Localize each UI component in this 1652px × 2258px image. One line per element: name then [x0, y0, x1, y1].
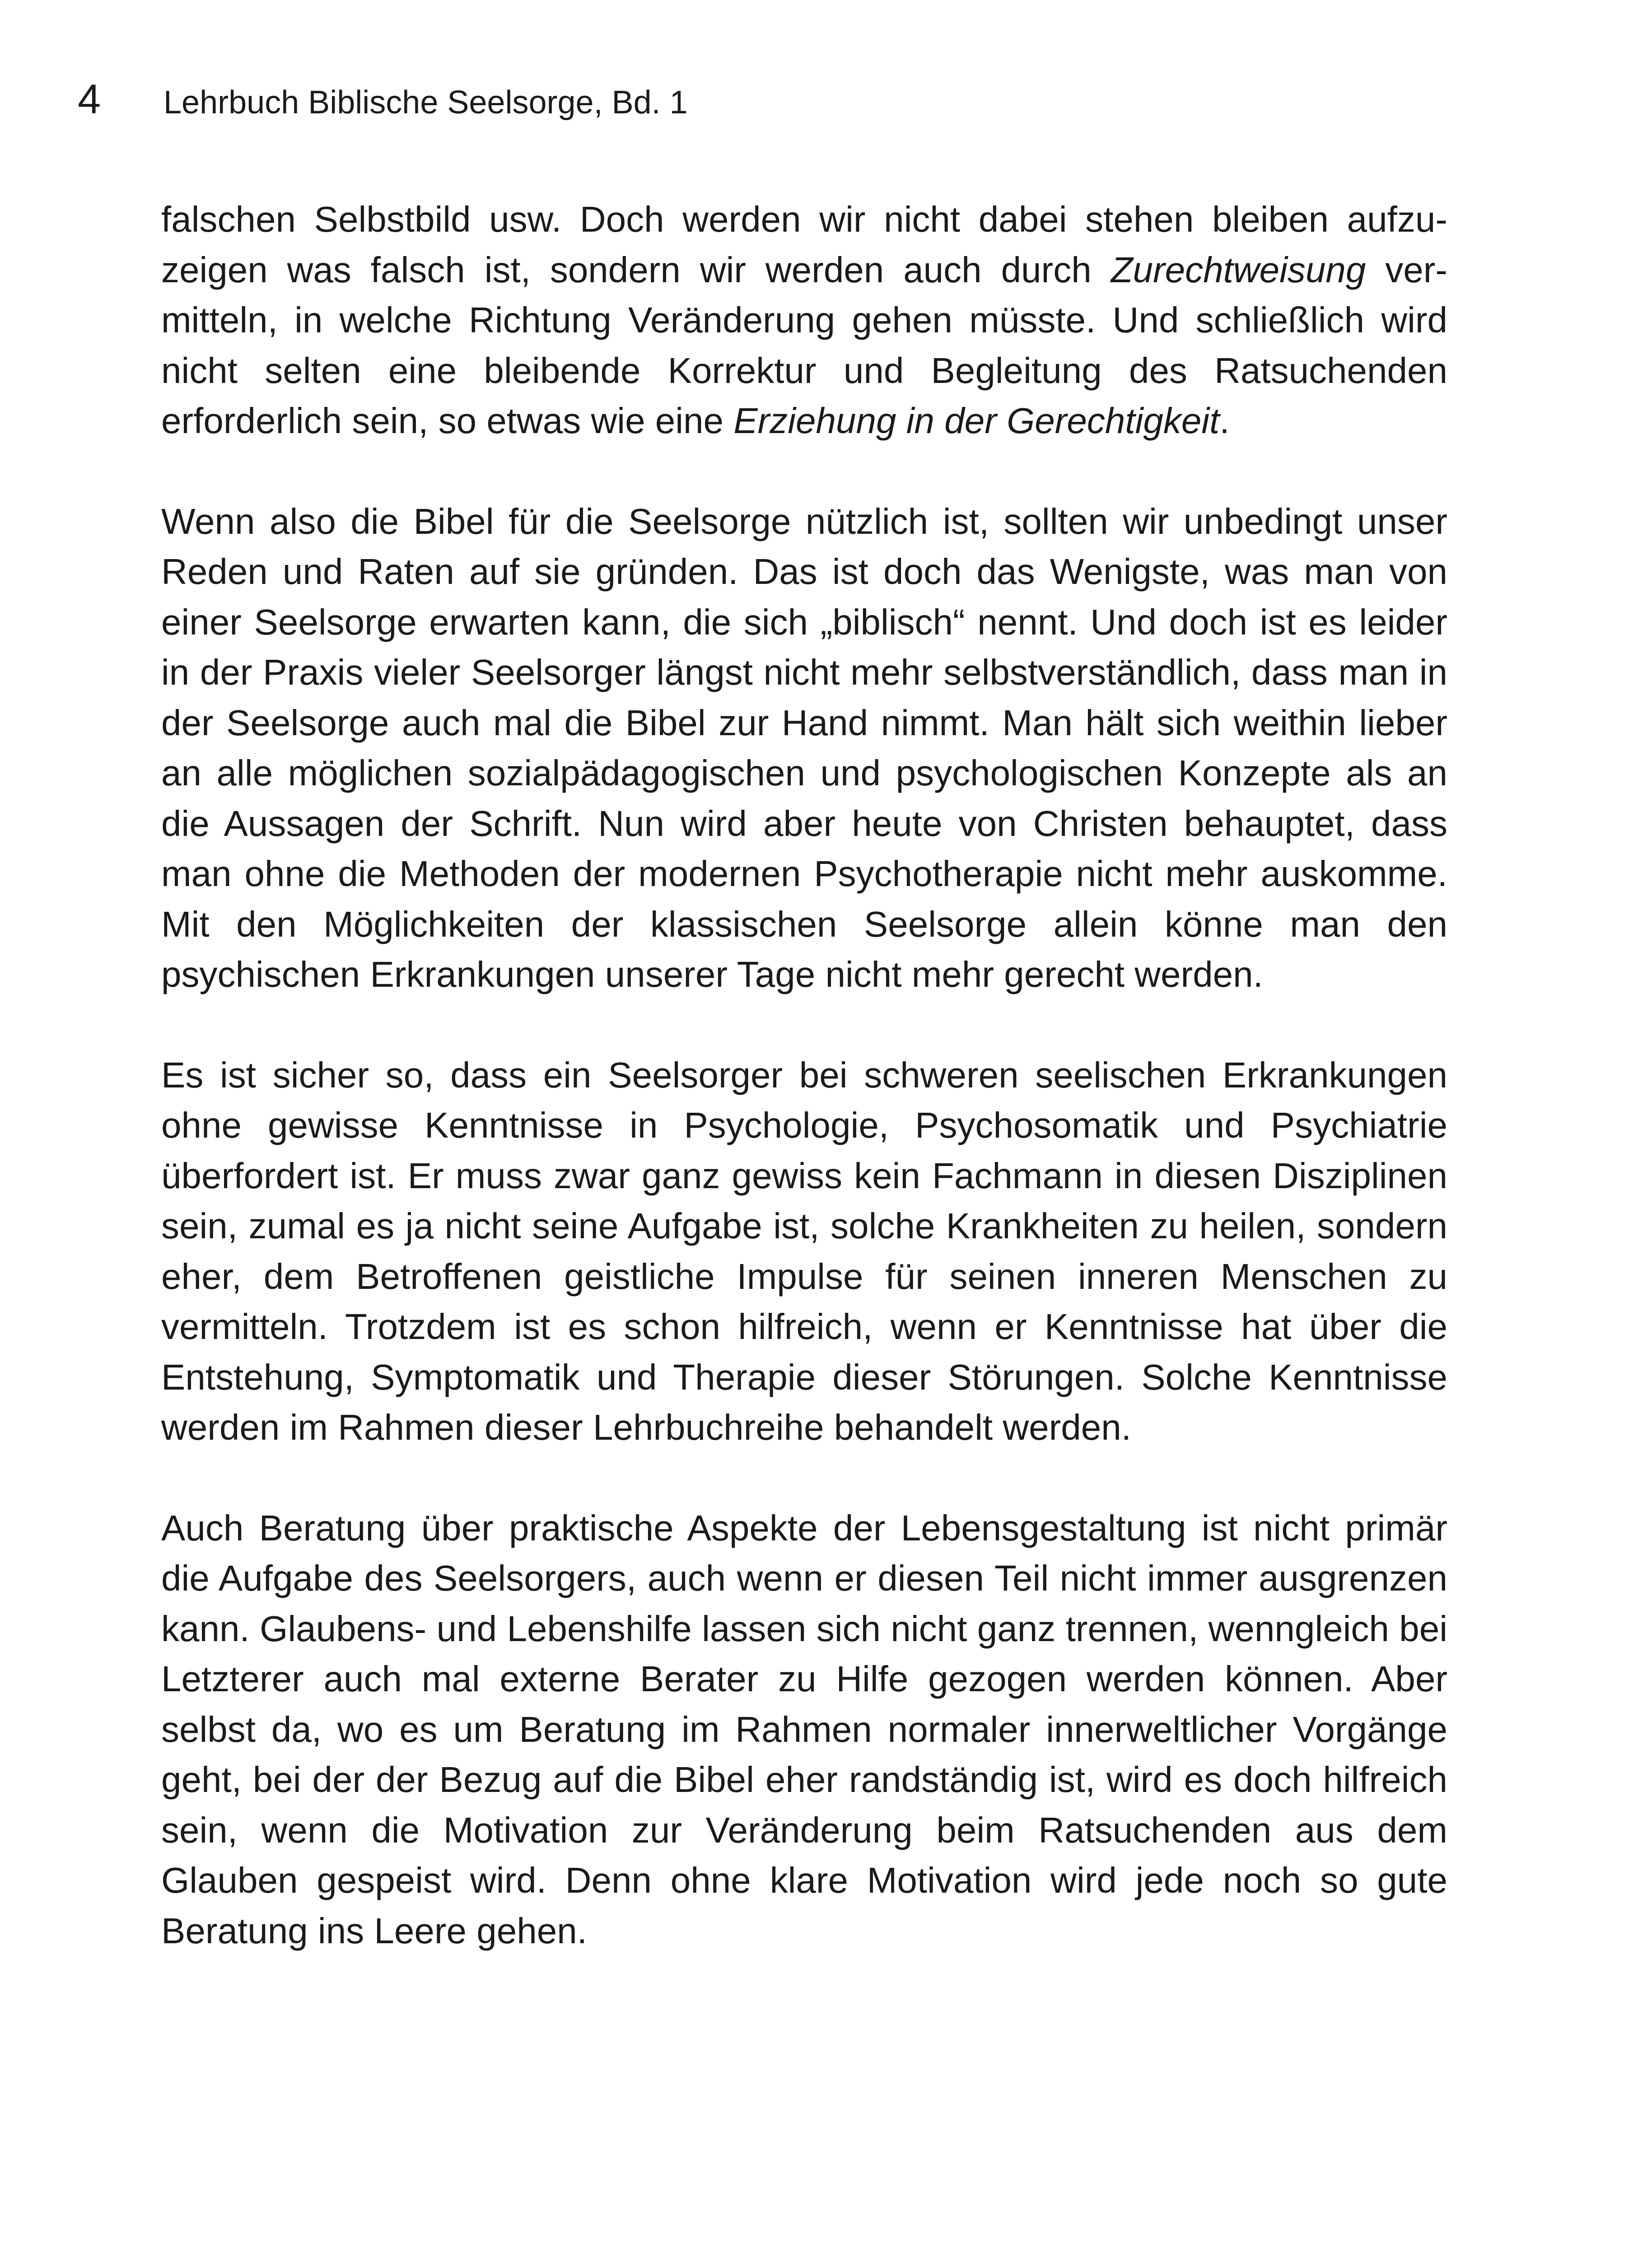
- paragraph-1-italic-zurechtweisung: Zurechtweisung: [1111, 249, 1366, 290]
- page-number: 4: [78, 76, 101, 122]
- paragraph-3: Es ist sicher so, dass ein Seelsorger bei schweren seelischen Erkrankungen ohne gewisse Kenntnisse in Psychologie, Psychosomatik und Psychiatrie überfordert ist. Er muss zwar ganz gewiss kein Fachmann in diesen Disziplinen sein, zumal es ja nicht seine Aufgabe ist, solche Krankheiten zu heilen, sondern eher, dem Betroffenen geistliche Impulse für seinen inneren Menschen zu vermitteln. Trotzdem ist es schon hilfreich, wenn er Kenntnisse hat über die Entstehung, Symptomatik und Therapie dieser Störungen. Solche Kenntnisse werden im Rahmen dieser Lehrbuchreihe behandelt werden.: [161, 1054, 1447, 1447]
- paragraph-1-text-e: .: [1219, 401, 1230, 441]
- paragraph-1: [161, 194, 1447, 446]
- paragraph-1-italic-erziehung: Erziehung in der Gerechtigkeit: [733, 401, 1220, 441]
- body-text: [161, 194, 1447, 2006]
- paragraph-1-text-a: falschen Selbstbild usw. Doch werden wir nicht dabei stehen bleiben aufzuzeigen was falsch ist, sondern wir werden auch durch: [161, 199, 1447, 290]
- paragraph-1-text-c: vermitteln, in welche Richtung Veränderung gehen müsste. Und schließlich wird nicht selten eine bleibende Korrektur und Begleitung des Ratsuchenden erforderlich sein, so etwas wie eine: [161, 249, 1448, 441]
- running-title: Lehrbuch Biblische Seelsorge, Bd. 1: [163, 84, 688, 121]
- paragraph-4: Auch Beratung über praktische Aspekte der Lebensgestaltung ist nicht primär die Aufgabe des Seelsorgers, auch wenn er diesen Teil nicht immer ausgrenzen kann. Glaubens- und Lebenshilfe lassen sich nicht ganz trennen, wenngleich bei Letzterer auch mal externe Berater zu Hilfe gezogen werden können. Aber selbst da, wo es um Beratung im Rahmen normaler innerweltlicher Vorgänge geht, bei der der Bezug auf die Bibel eher randständig ist, wird es doch hilfreich sein, wenn die Motivation zur Veränderung beim Ratsuchenden aus dem Glauben gespeist wird. Denn ohne klare Motivation wird jede noch so gute Beratung ins Leere gehen.: [161, 1507, 1447, 1951]
- paragraph-2: Wenn also die Bibel für die Seelsorge nützlich ist, sollten wir unbedingt unser Reden und Raten auf sie gründen. Das ist doch das Wenigste, was man von einer Seelsorge erwarten kann, die sich „biblisch“ nennt. Und doch ist es leider in der Praxis vieler Seelsorger längst nicht mehr selbstverständlich, dass man in der Seelsorge auch mal die Bibel zur Hand nimmt. Man hält sich weithin lieber an alle möglichen sozialpädagogischen und psychologischen Konzepte als an die Aussagen der Schrift. Nun wird aber heute von Christen behauptet, dass man ohne die Methoden der modernen Psychotherapie nicht mehr auskomme. Mit den Möglichkeiten der klassischen Seelsorge allein könne man den psychischen Erkrankungen unserer Tage nicht mehr gerecht werden.: [161, 501, 1447, 994]
